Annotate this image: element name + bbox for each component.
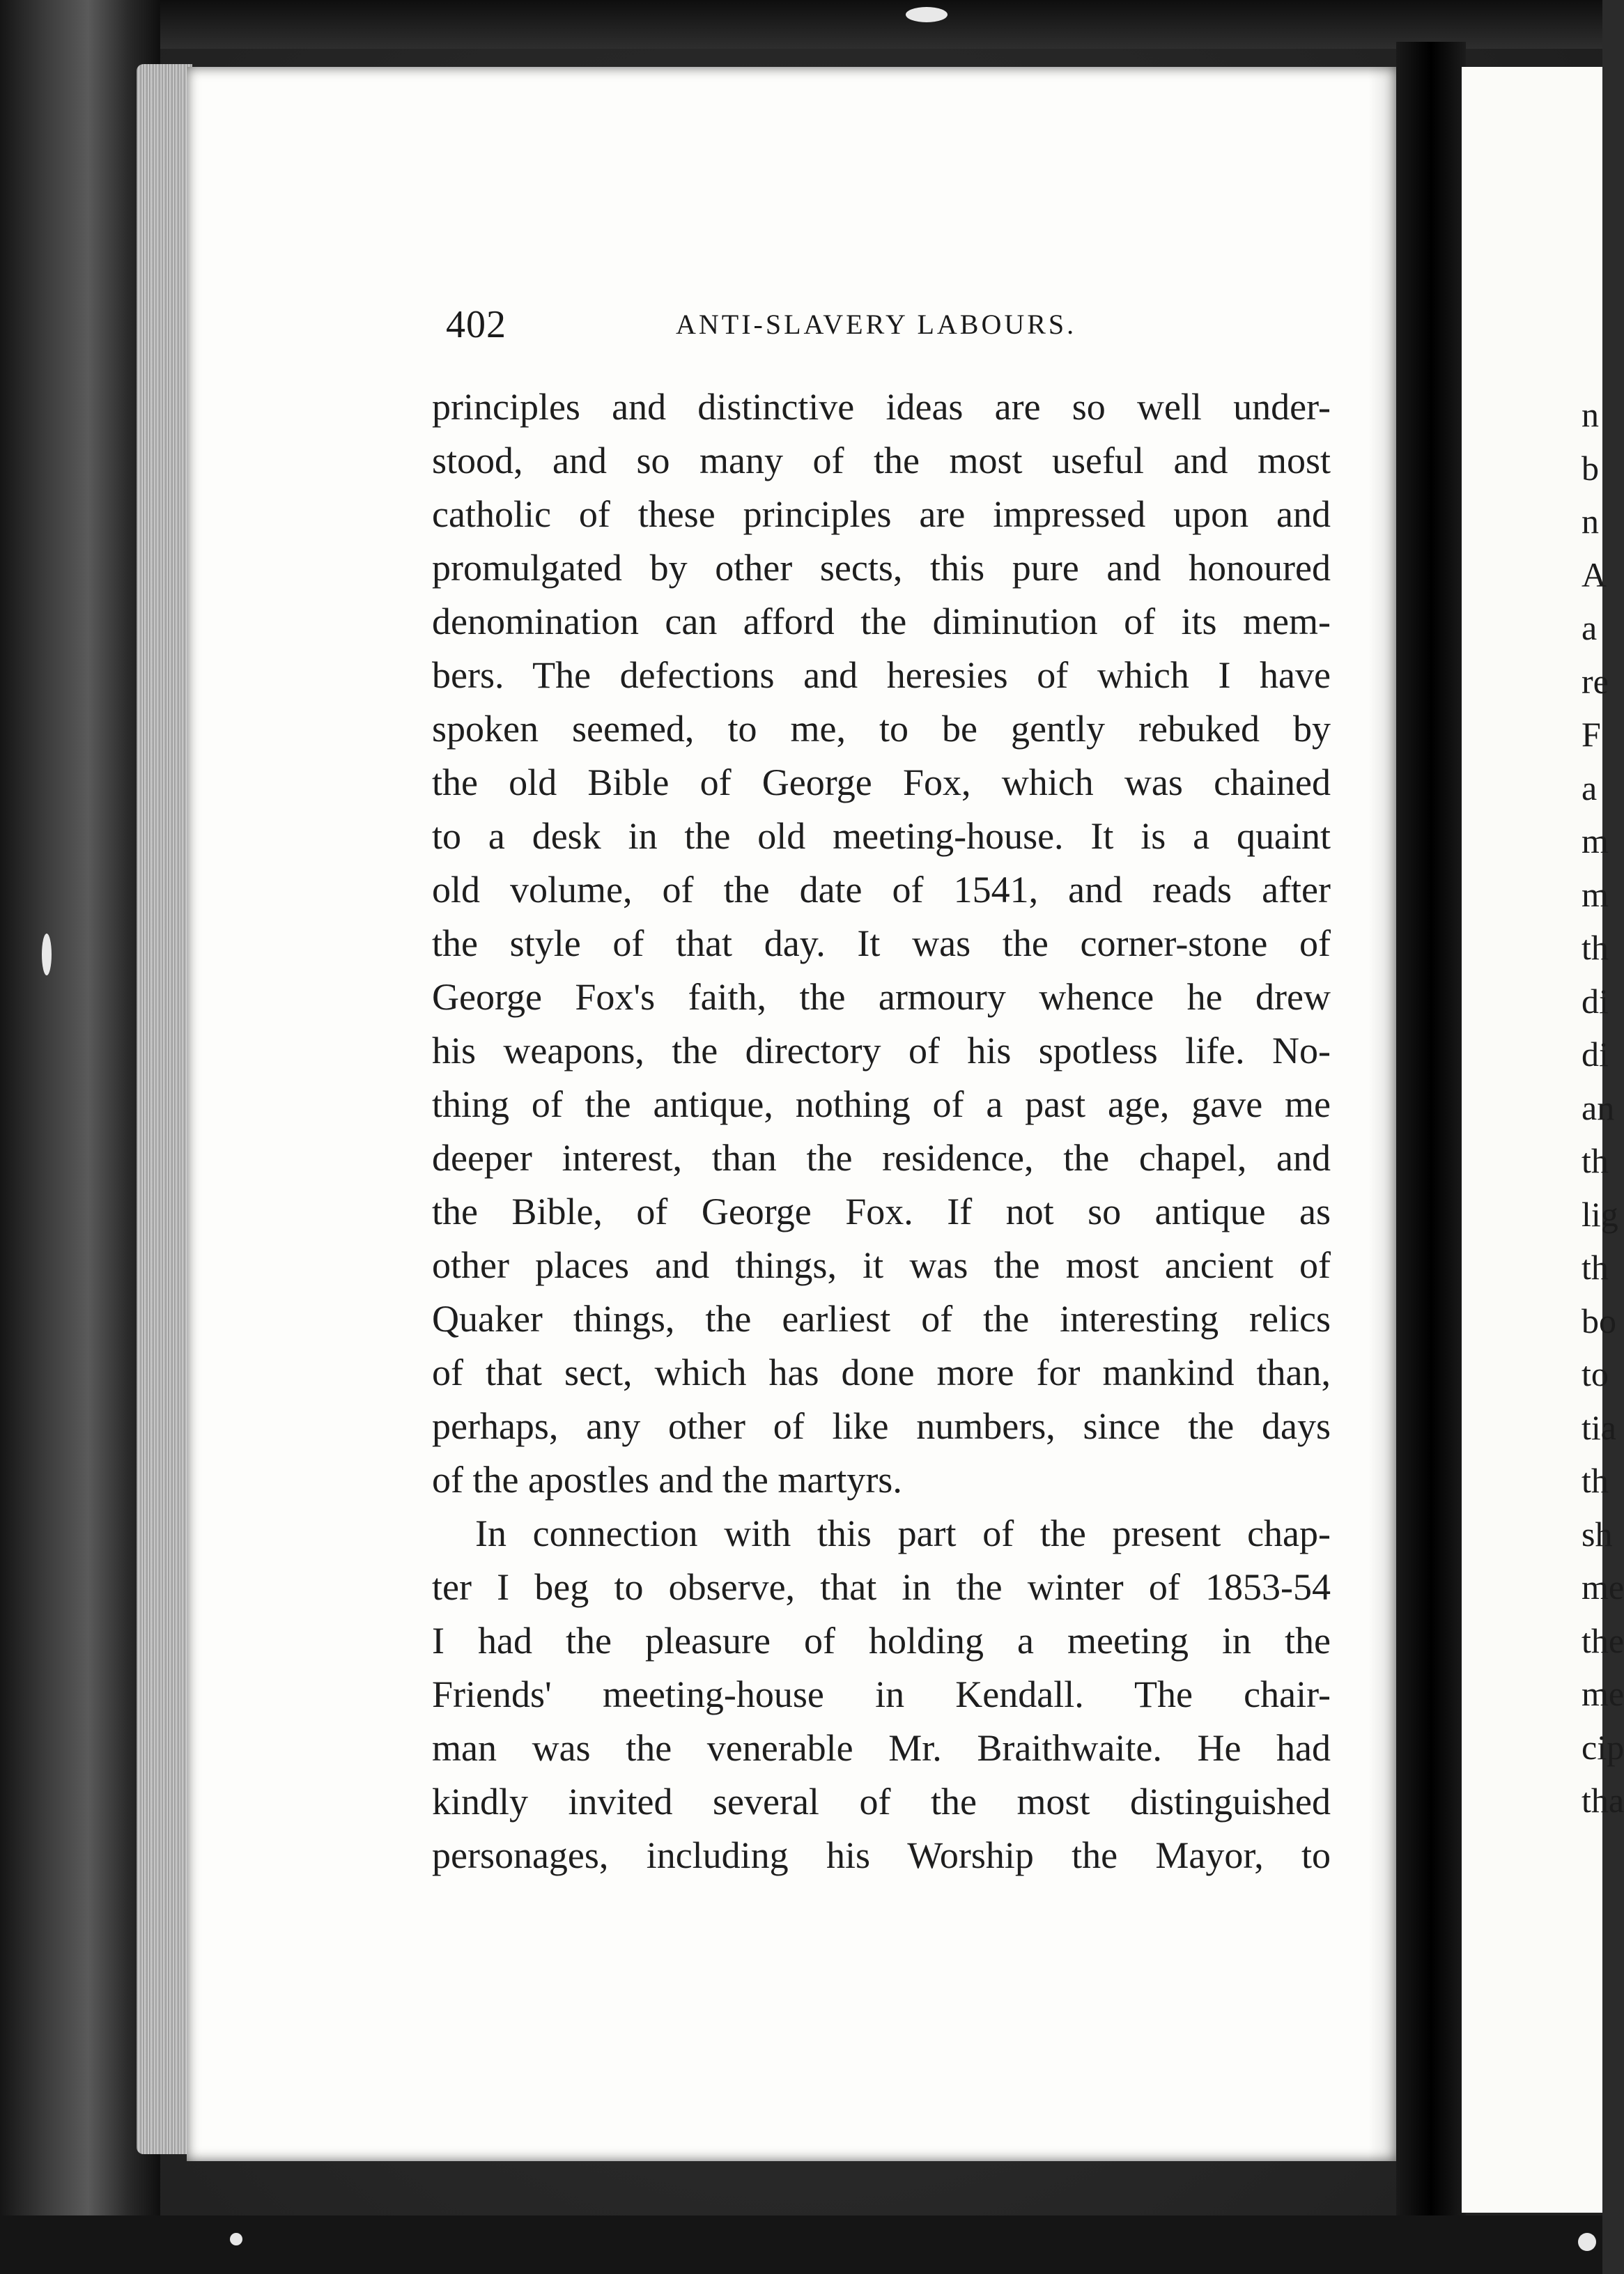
text-line: the old Bible of George Fox, which was chained xyxy=(432,761,1331,803)
facing-page-fragment: the xyxy=(1582,1621,1624,1660)
facing-page-fragment: m xyxy=(1582,875,1609,914)
text-line: ter I beg to observe, that in the winter of 1853-54 xyxy=(432,1566,1331,1608)
facing-page-fragment: re xyxy=(1582,662,1609,701)
text-line: kindly invited several of the most distinguished xyxy=(432,1781,1331,1823)
dust-speck xyxy=(1578,2233,1596,2251)
page-number: 402 xyxy=(446,303,506,346)
text-line: denomination can afford the diminution of its mem- xyxy=(432,601,1331,642)
facing-page-fragment: A xyxy=(1582,555,1607,594)
text-line: his weapons, the directory of his spotless life. No- xyxy=(432,1030,1331,1072)
text-line: other places and things, it was the most ancient of xyxy=(432,1244,1331,1286)
scan-top-border xyxy=(0,0,1602,49)
facing-page-fragment: m xyxy=(1582,821,1609,860)
scan-bottom-border xyxy=(0,2215,1602,2274)
text-line: I had the pleasure of holding a meeting in the xyxy=(432,1620,1331,1662)
page-stack-edge xyxy=(137,64,192,2154)
facing-page-fragment: tha xyxy=(1582,1781,1624,1820)
facing-page-fragment: th xyxy=(1582,1141,1609,1180)
text-line: man was the venerable Mr. Braithwaite. He had xyxy=(432,1727,1331,1769)
text-line: Quaker things, the earliest of the interesting relics xyxy=(432,1298,1331,1340)
text-line: deeper interest, than the residence, the chapel, and xyxy=(432,1137,1331,1179)
text-line: George Fox's faith, the armoury whence he drew xyxy=(432,976,1331,1018)
text-line-paragraph-end: of the apostles and the martyrs. xyxy=(432,1459,902,1501)
facing-page-fragment: tia xyxy=(1582,1408,1616,1447)
text-line: old volume, of the date of 1541, and reads after xyxy=(432,869,1331,911)
facing-page-fragment: di xyxy=(1582,982,1609,1021)
facing-page-fragment: me xyxy=(1582,1568,1624,1607)
page-body-text xyxy=(432,380,1331,1882)
text-line: of that sect, which has done more for mankind than, xyxy=(432,1352,1331,1393)
facing-page-fragment: an xyxy=(1582,1088,1615,1127)
facing-page-fragment: cip xyxy=(1582,1728,1624,1767)
facing-page-fragment: me xyxy=(1582,1674,1624,1713)
facing-page-fragment: to xyxy=(1582,1354,1609,1393)
running-header xyxy=(446,302,1324,351)
text-line: to a desk in the old meeting-house. It is a quaint xyxy=(432,815,1331,857)
facing-page-fragment: th xyxy=(1582,928,1609,967)
page-gutter xyxy=(1396,42,1466,2215)
text-line: bers. The defections and heresies of which I have xyxy=(432,654,1331,696)
text-line: promulgated by other sects, this pure and honoured xyxy=(432,547,1331,589)
facing-page-fragment: F xyxy=(1582,715,1601,754)
text-line-paragraph-start: In connection with this part of the present chap- xyxy=(475,1513,1331,1554)
text-line: spoken seemed, to me, to be gently rebuked by xyxy=(432,708,1331,750)
running-title: ANTI-SLAVERY LABOURS. xyxy=(676,309,1077,340)
facing-page-edge xyxy=(1462,67,1602,2213)
text-line: the Bible, of George Fox. If not so antique as xyxy=(432,1191,1331,1232)
facing-page-fragment: a xyxy=(1582,608,1598,647)
text-line: stood, and so many of the most useful and most xyxy=(432,440,1331,481)
text-line: personages, including his Worship the Mayor, to xyxy=(432,1834,1331,1876)
facing-page-fragment: b xyxy=(1582,449,1599,488)
facing-page-fragment: n xyxy=(1582,395,1599,434)
text-line: thing of the antique, nothing of a past age, gave me xyxy=(432,1083,1331,1125)
text-line: principles and distinctive ideas are so well under- xyxy=(432,386,1331,428)
text-line: catholic of these principles are impressed upon and xyxy=(432,493,1331,535)
facing-page-fragment: th xyxy=(1582,1461,1609,1500)
text-line: Friends' meeting-house in Kendall. The chair- xyxy=(432,1673,1331,1715)
facing-page-fragment: bo xyxy=(1582,1301,1616,1340)
dust-speck xyxy=(230,2233,242,2245)
facing-page-fragment: di xyxy=(1582,1035,1609,1074)
facing-page-fragment: sh xyxy=(1582,1515,1613,1554)
facing-page-fragment: th xyxy=(1582,1248,1609,1287)
text-line: perhaps, any other of like numbers, since the days xyxy=(432,1405,1331,1447)
dust-speck xyxy=(906,7,948,22)
facing-page-fragment: a xyxy=(1582,768,1598,807)
text-line: the style of that day. It was the corner-stone of xyxy=(432,922,1331,964)
facing-page-fragment: lig xyxy=(1582,1195,1618,1234)
facing-page-fragment: n xyxy=(1582,502,1599,541)
dust-speck xyxy=(42,934,52,975)
